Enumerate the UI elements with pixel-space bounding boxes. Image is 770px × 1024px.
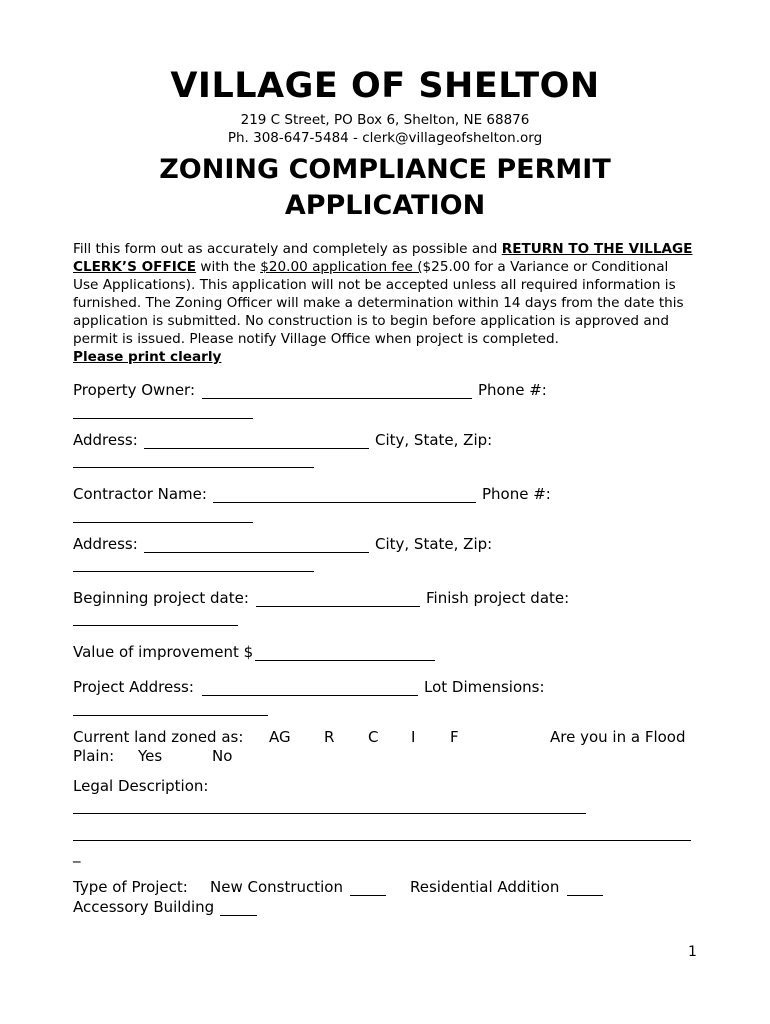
zoned-label: Current land zoned as: [73,728,244,746]
property-owner-label: Property Owner: [73,381,196,399]
flood-plain-label: Are you in a Flood [550,728,686,746]
phone-field-2[interactable] [73,522,253,523]
residential-addition-label: Residential Addition [410,878,560,896]
address-line-2: Ph. 308-647-5484 - clerk@villageofshelton.org [227,130,543,146]
lot-dimensions-label: Lot Dimensions: [424,678,545,696]
contractor-name-label: Contractor Name: [73,485,207,503]
city-state-zip-label-2: City, State, Zip: [375,535,493,553]
plain-label: Plain: [73,747,115,765]
zone-option-c[interactable]: C [368,728,379,746]
return-to-clerk: RETURN TO THE VILLAGE CLERK’S OFFICE [73,241,693,275]
address-field-1[interactable] [144,448,369,449]
flood-yes-option[interactable]: Yes [138,747,163,765]
zone-option-f[interactable]: F [450,728,459,746]
residential-addition-field[interactable] [567,895,603,896]
value-label: Value of improvement $ [73,643,254,661]
village-address [0,111,770,147]
address-line-1: 219 C Street, PO Box 6, Shelton, NE 68876 [240,112,530,128]
beginning-date-label: Beginning project date: [73,589,249,607]
application-fee: $20.00 application fee ( [260,259,423,275]
new-construction-field[interactable] [350,895,386,896]
address-label-2: Address: [73,535,138,553]
print-clearly-note: Please print clearly [73,349,222,365]
value-field[interactable] [255,660,435,661]
form-title-line-1: ZONING COMPLIANCE PERMIT [159,154,611,185]
intro-text-3: $25.00 for a Variance or Conditional Use Applications). This application will not be accepted unless all required information is furnished. The Zoning Officer will make a determination within 14 days from the date this application is submitted. No construction is to begin before application is approved and permit is issued. Please notify Village Office when project is completed. [73,259,684,347]
property-owner-field[interactable] [202,398,472,399]
intro-text-1: Fill this form out as accurately and completely as possible and [73,241,502,257]
zone-option-r[interactable]: R [324,728,335,746]
project-address-label: Project Address: [73,678,194,696]
legal-description-label: Legal Description: [73,777,209,795]
address-label-1: Address: [73,431,138,449]
lot-dimensions-field[interactable] [73,715,268,716]
finish-date-label: Finish project date: [426,589,570,607]
form-title-line-2: APPLICATION [284,190,486,221]
phone-label-2: Phone #: [482,485,551,503]
project-type-label: Type of Project: [73,878,188,896]
finish-date-field[interactable] [73,625,238,626]
address-field-2[interactable] [144,552,369,553]
contractor-name-field[interactable] [213,502,476,503]
zone-option-i[interactable]: I [411,728,416,746]
flood-no-option[interactable]: No [212,747,233,765]
city-state-zip-field-2[interactable] [73,571,314,572]
legal-description-line-2[interactable] [73,840,691,841]
new-construction-label: New Construction [210,878,343,896]
property-owner-row [73,381,195,399]
beginning-date-field[interactable] [256,606,420,607]
intro-text-2: with the [196,259,261,275]
city-state-zip-field-1[interactable] [73,467,314,468]
legal-description-line-1[interactable] [73,813,586,814]
accessory-building-label: Accessory Building [73,898,215,916]
instructions-paragraph [73,240,698,366]
city-state-zip-label-1: City, State, Zip: [375,431,493,449]
project-address-field[interactable] [202,695,418,696]
accessory-building-field[interactable] [220,915,257,916]
phone-label-1: Phone #: [478,381,547,399]
phone-field-1[interactable] [73,418,253,419]
village-title: VILLAGE OF SHELTON [170,66,600,106]
legal-description-underscore: _ [73,845,81,863]
page-number: 1 [688,944,697,960]
zone-option-ag[interactable]: AG [269,728,291,746]
form-title [0,152,770,224]
